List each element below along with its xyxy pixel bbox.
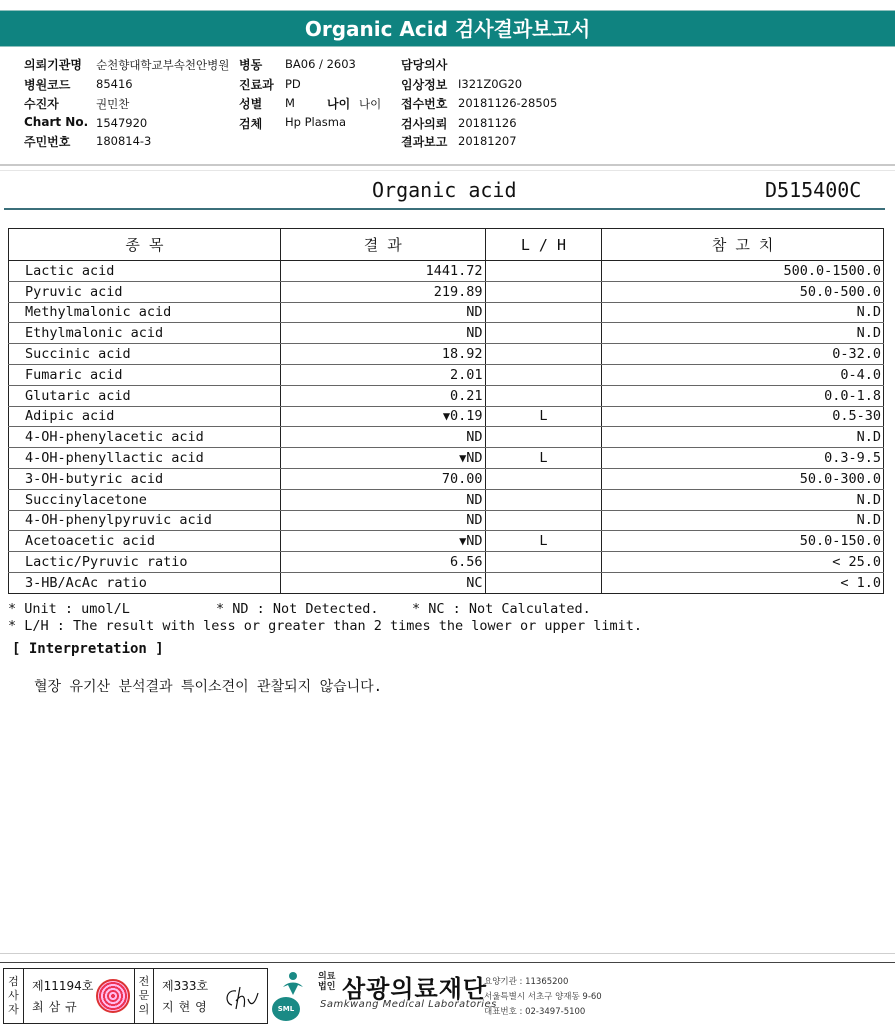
test-lh [485,323,602,344]
specialist-name: 지현영 [162,1000,212,1014]
seal-stamp-icon [96,979,130,1013]
table-header-row [9,229,884,261]
test-lh [485,364,602,385]
table-row [9,448,884,469]
footer-divider [0,962,895,963]
table-row [9,281,884,302]
test-result-cell [280,385,485,406]
test-reference: 50.0-150.0 [602,531,884,552]
test-name: Succinylacetone [9,489,281,510]
test-lh: L [485,406,602,427]
test-result: ND [466,450,483,467]
lab-phone: 대표번호 : 02-3497-5100 [484,1007,586,1017]
table-row [9,406,884,427]
test-result-cell [280,572,485,593]
test-result-cell [280,510,485,531]
test-result: 0.19 [450,408,483,425]
table-row [9,427,884,448]
test-result: ND [466,304,483,321]
tester-label-text: 검 사 자 [8,975,19,1016]
test-lh [485,344,602,365]
specialist-license: 제333호 [162,979,209,993]
test-lh [485,302,602,323]
test-name: Acetoacetic acid [9,531,281,552]
nc-note: * NC : Not Calculated. [412,601,591,617]
table-row [9,302,884,323]
test-reference: N.D [602,489,884,510]
footnote-line [8,601,888,618]
section-name: Organic acid [372,178,517,202]
table-row [9,510,884,531]
test-result-cell [280,344,485,365]
low-flag-icon: ▼ [442,409,451,424]
footnotes [8,601,888,635]
divider [0,170,895,171]
chart-value: 1547920 [96,116,148,130]
test-result: NC [466,574,483,591]
header-result: 결 과 [280,229,485,261]
id-label: 주민번호 [24,135,71,149]
signature-box [3,968,268,1024]
test-name: 4-OH-phenylpyruvic acid [9,510,281,531]
test-reference: 0.3-9.5 [602,448,884,469]
test-reference: 0.5-30 [602,406,884,427]
test-result-cell [280,261,485,282]
receipt-label: 접수번호 [401,97,448,111]
signature-icon [222,983,262,1013]
institution-label: 의뢰기관명 [24,58,82,72]
test-reference: N.D [602,510,884,531]
nd-note: * ND : Not Detected. [216,601,379,617]
ward-value: BA06 / 2603 [285,57,356,71]
receipt-value: 20181126-28505 [458,96,558,110]
report-title: Organic Acid 검사결과보고서 [0,10,895,47]
table-row [9,572,884,593]
test-reference: < 25.0 [602,552,884,573]
test-result-cell [280,302,485,323]
test-name: Lactic/Pyruvic ratio [9,552,281,573]
footer-divider [0,953,895,954]
test-result: 70.00 [441,470,483,487]
test-lh [485,385,602,406]
test-result-cell [280,281,485,302]
specimen-value: Hp Plasma [285,115,347,129]
results-table [8,228,884,594]
ward-label: 병동 [239,58,263,72]
tester-license: 제11194호 [32,979,94,993]
lab-logo-block [272,969,892,1025]
test-result: ND [466,325,483,342]
test-result: 2.01 [450,366,483,383]
table-row [9,344,884,365]
test-result-cell [280,552,485,573]
header-item: 종 목 [9,229,281,261]
institution-value: 순천향대학교부속천안병원 [96,58,230,72]
test-result-cell [280,427,485,448]
lab-name: 삼광의료재단 [342,975,488,1003]
test-reference: 0-32.0 [602,344,884,365]
test-reference: N.D [602,427,884,448]
specialist-label-text: 전 문 의 [138,975,150,1016]
test-result: 0.21 [450,387,483,404]
department-value: PD [285,77,301,91]
test-name: 4-OH-phenylacetic acid [9,427,281,448]
test-result-cell [280,323,485,344]
test-lh [485,489,602,510]
test-result-cell [280,448,485,469]
doctor-label: 담당의사 [401,58,448,72]
table-row [9,552,884,573]
test-result-cell [280,468,485,489]
table-row [9,261,884,282]
table-row [9,364,884,385]
test-result-cell [280,406,485,427]
test-lh [485,261,602,282]
specialist-label [134,969,154,1023]
hospital-code-label: 병원코드 [24,78,71,92]
test-lh [485,427,602,448]
test-name: Pyruvic acid [9,281,281,302]
test-reference: 0-4.0 [602,364,884,385]
specimen-label: 검체 [239,117,263,131]
lab-address: 서울특별시 서초구 양재동 9-60 [484,992,602,1002]
sex-value: M [285,96,295,110]
hospital-code-value: 85416 [96,77,133,91]
chart-label: Chart No. [24,115,89,129]
test-lh: L [485,448,602,469]
test-result: 18.92 [441,346,483,363]
test-lh [485,552,602,573]
department-label: 진료과 [239,78,274,92]
test-name: Succinic acid [9,344,281,365]
id-value: 180814-3 [96,134,152,148]
patient-value: 권민찬 [96,97,130,111]
lab-prefix: 의료법인 [318,972,336,992]
test-result: ND [466,512,483,529]
unit-note: * Unit : umol/L [8,601,130,617]
test-name: Glutaric acid [9,385,281,406]
test-result-cell [280,531,485,552]
test-reference: 50.0-300.0 [602,468,884,489]
header-reference: 참 고 치 [602,229,884,261]
test-lh [485,510,602,531]
lab-code: 요양기관 : 11365200 [484,977,569,987]
table-row [9,489,884,510]
table-row [9,323,884,344]
header-lh: L / H [485,229,602,261]
lh-note: * L/H : The result with less or greater than 2 times the lower or upper limit. [8,618,642,634]
low-flag-icon: ▼ [459,534,467,549]
lab-figure-icon [280,971,306,999]
test-result-cell [280,364,485,385]
tester-label [4,969,24,1023]
test-result: ND [466,491,483,508]
age-label: 나이 [327,97,351,111]
test-reference: 50.0-500.0 [602,281,884,302]
test-result: ND [466,429,483,446]
test-name: Methylmalonic acid [9,302,281,323]
request-label: 검사의뢰 [401,117,448,131]
test-name: Lactic acid [9,261,281,282]
test-result: ND [466,533,483,550]
test-result: 6.56 [450,554,483,571]
test-lh [485,468,602,489]
table-row [9,468,884,489]
request-value: 20181126 [458,116,517,130]
patient-info-block [0,54,895,166]
test-name: Ethylmalonic acid [9,323,281,344]
test-result: 219.89 [433,283,483,300]
clinical-info-value: I321Z0G20 [458,77,523,91]
test-result-cell [280,489,485,510]
low-flag-icon: ▼ [459,451,467,466]
test-name: 3-OH-butyric acid [9,468,281,489]
interpretation-text: 혈장 유기산 분석결과 특이소견이 관찰되지 않습니다. [34,679,383,695]
lab-name-english: Samkwang Medical Laboratories [320,999,497,1010]
test-reference: N.D [602,323,884,344]
test-lh: L [485,531,602,552]
report-date-label: 결과보고 [401,135,448,149]
test-lh [485,281,602,302]
patient-label: 수진자 [24,97,59,111]
section-header [0,176,895,208]
test-name: 3-HB/AcAc ratio [9,572,281,593]
test-name: 4-OH-phenyllactic acid [9,448,281,469]
table-row [9,531,884,552]
test-result: 1441.72 [425,262,483,279]
test-reference: 0.0-1.8 [602,385,884,406]
test-reference: 500.0-1500.0 [602,261,884,282]
interpretation-heading: [ Interpretation ] [12,641,164,657]
clinical-info-label: 임상정보 [401,78,448,92]
section-code: D515400C [765,178,862,202]
test-name: Adipic acid [9,406,281,427]
sex-label: 성별 [239,97,263,111]
test-reference: N.D [602,302,884,323]
age-value: 나이 [359,97,382,111]
divider [0,164,895,166]
lab-logo-icon: SML [272,997,300,1021]
tester-name: 최삼규 [32,1000,82,1014]
section-divider [4,208,885,210]
test-lh [485,572,602,593]
table-row [9,385,884,406]
test-reference: < 1.0 [602,572,884,593]
report-date-value: 20181207 [458,134,517,148]
test-name: Fumaric acid [9,364,281,385]
